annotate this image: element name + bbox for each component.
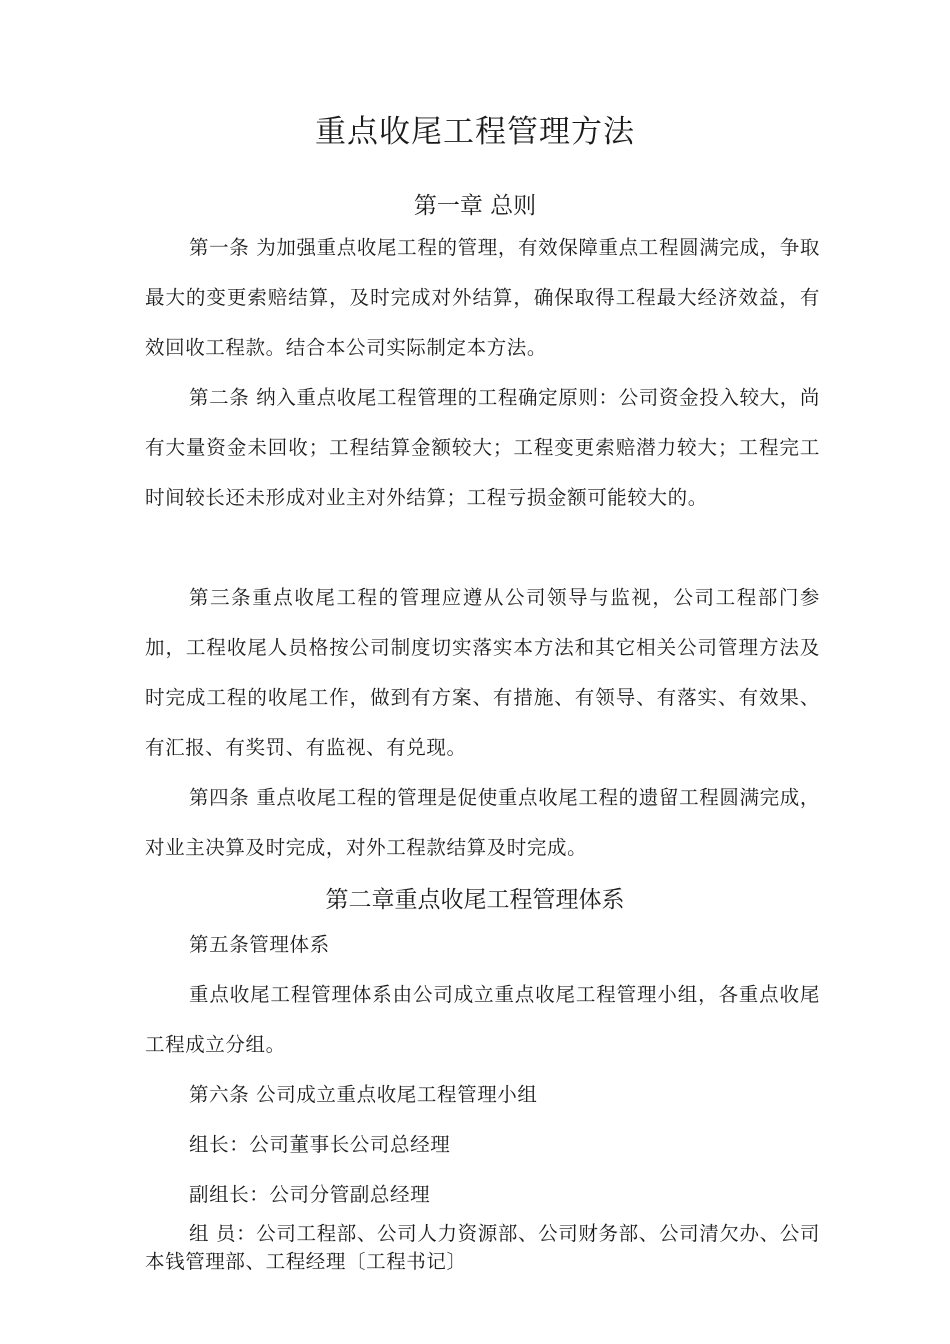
deputy-leader-line: 副组长：公司分管副总经理 [189,1183,431,1206]
article-1-paragraph: 第一条 为加强重点收尾工程的管理，有效保障重点工程圆满完成，争取最大的变更索赔结算，及时完成对外结算，确保取得工程最大经济效益，有效回收工程款。结合本公司实际制定本方法。 [145,236,820,359]
article-3-paragraph: 第三条重点收尾工程的管理应遵从公司领导与监视，公司工程部门参加，工程收尾人员格按公司制度切实落实本方法和其它相关公司管理方法及时完成工程的收尾工作，做到有方案、有措施、有领导、有落实、有效果、有汇报、有奖罚、有监视、有兑现。 [145,586,820,759]
chapter-1-heading: 第一章 总则 [413,193,537,219]
article-2-paragraph: 第二条 纳入重点收尾工程管理的工程确定原则：公司资金投入较大，尚有大量资金未回收；工程结算金额较大；工程变更索赔潜力较大；工程完工时间较长还未形成对业主对外结算；工程亏损金额可能较大的。 [145,386,820,509]
article-6-heading: 第六条 公司成立重点收尾工程管理小组 [189,1083,538,1106]
management-system-paragraph: 重点收尾工程管理体系由公司成立重点收尾工程管理小组，各重点收尾工程成立分组。 [145,983,820,1056]
group-leader-line: 组长：公司董事长公司总经理 [189,1133,451,1156]
chapter-2-heading: 第二章重点收尾工程管理体系 [325,887,625,913]
document-title: 重点收尾工程管理方法 [315,114,635,150]
group-members-line: 组 员：公司工程部、公司人力资源部、公司财务部、公司清欠办、公司本钱管理部、工程经理〔工程书记〕 [145,1222,820,1273]
article-5-heading: 第五条管理体系 [189,933,330,956]
article-4-paragraph: 第四条 重点收尾工程的管理是促使重点收尾工程的遗留工程圆满完成，对业主决算及时完成，对外工程款结算及时完成。 [145,786,820,859]
